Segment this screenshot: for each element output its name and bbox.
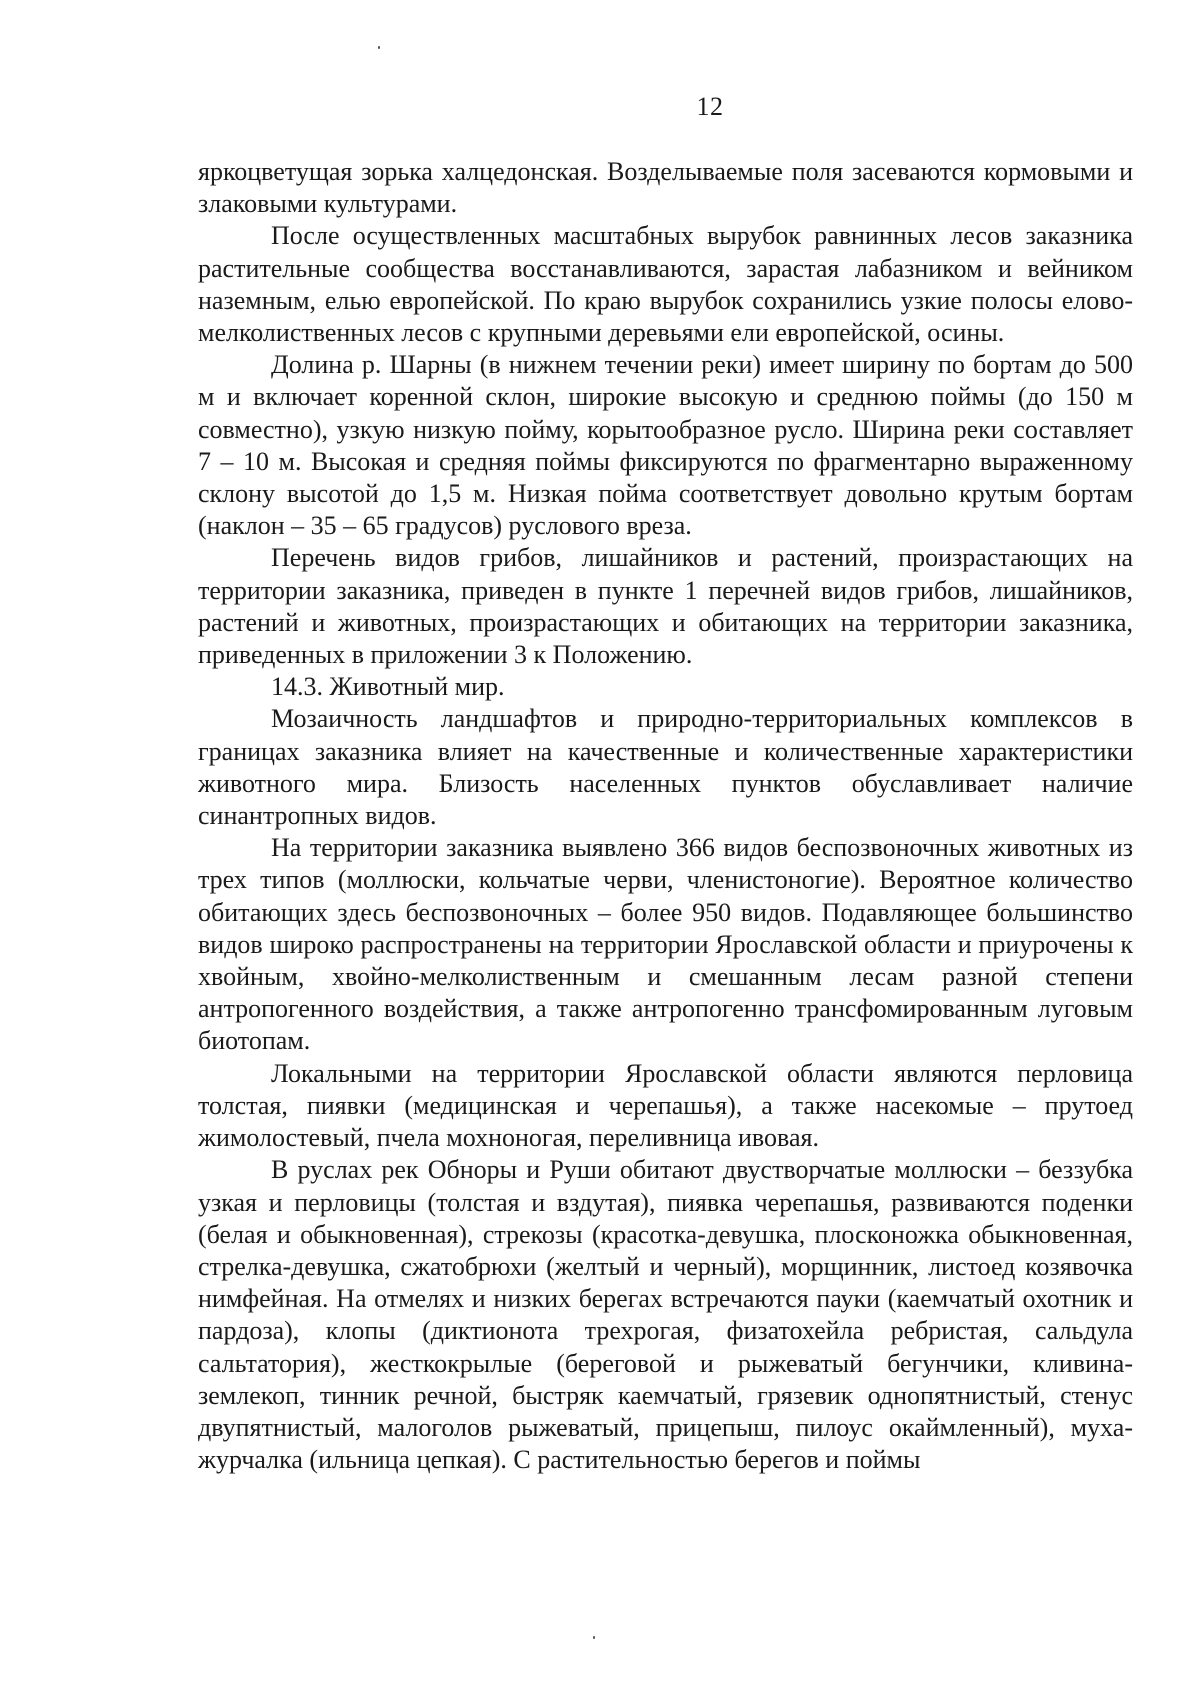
paragraph-river-fauna: В руслах рек Обноры и Руши обитают двустворчатые моллюски – беззубка узкая и перловицы (толстая и вздутая), пиявка черепашья, развиваются поденки (белая и обыкновенная), стрекозы (красотка-девушка, плосконожка обыкновенная, стрелка-девушка, сжатобрюхи (желтый и черный), морщинник, листоед козявочка нимфейная. На отмелях и низких берегах встречаются пауки (каемчатый охотник и пардоза), клопы (диктионота трехрогая, физатохейла ребристая, сальдула сальтатория), жесткокрылые (береговой и рыжеватый бегунчики, кливина-землекоп, тинник речной, быстряк каемчатый, грязевик однопятнистый, стенус двупятнистый, малоголов рыжеватый, прицепыш, пилоус окаймленный), муха-журчалка (ильница цепкая). С растительностью берегов и поймы — [198, 1155, 1133, 1475]
scan-speck — [593, 1636, 595, 1639]
page-number: 12 — [696, 92, 724, 121]
paragraph-forest-recovery: После осуществленных масштабных вырубок равнинных лесов заказника растительные сообщества восстанавливаются, зарастая лабазником и вейником наземным, елью европейской. По краю вырубок сохранились узкие полосы елово-мелколиственных лесов с крупными деревьями ели европейской, осины. — [198, 221, 1133, 348]
paragraph-species-list-reference: Перечень видов грибов, лишайников и растений, произрастающих на территории заказника, приведен в пункте 1 перечней видов грибов, лишайников, растений и животных, произрастающих и обитающих на территории заказника, приведенных в приложении 3 к Положению. — [198, 543, 1133, 670]
paragraph-sharna-valley: Долина р. Шарны (в нижнем течении реки) имеет ширину по бортам до 500 м и включает коренной склон, широкие высокую и среднюю поймы (до 150 м совместно), узкую низкую пойму, корытообразное русло. Ширина реки составляет 7 – 10 м. Высокая и средняя поймы фиксируются по фрагментарно выраженному склону высотой до 1,5 м. Низкая пойма соответствует довольно крутым бортам (наклон – 35 – 65 градусов) руслового вреза. — [198, 350, 1133, 541]
section-heading-fauna: 14.3. Животный мир. — [271, 672, 505, 702]
body-text — [198, 156, 1133, 1476]
scan-speck — [378, 46, 380, 49]
paragraph-local-species: Локальными на территории Ярославской области являются перловица толстая, пиявки (медицинская и черепашья), а также насекомые – прутоед жимолостевый, пчела мохноногая, переливница ивовая. — [198, 1058, 1133, 1153]
paragraph-invertebrates: На территории заказника выявлено 366 видов беспозвоночных животных из трех типов (моллюски, кольчатые черви, членистоногие). Вероятное количество обитающих здесь беспозвоночных – более 950 видов. Подавляющее большинство видов широко распространены на территории Ярославской области и приурочены к хвойным, хвойно-мелколиственным и смешанным лесам разной степени антропогенного воздействия, а также антропогенно трансфомированным луговым биотопам. — [198, 833, 1133, 1056]
paragraph-continuation: яркоцветущая зорька халцедонская. Возделываемые поля засеваются кормовыми и злаковыми культурами. — [198, 157, 1133, 219]
paragraph-landscape-mosaic: Мозаичность ландшафтов и природно-территориальных комплексов в границах заказника влияет на качественные и количественные характеристики животного мира. Близость населенных пунктов обуславливает наличие синантропных видов. — [198, 704, 1133, 831]
